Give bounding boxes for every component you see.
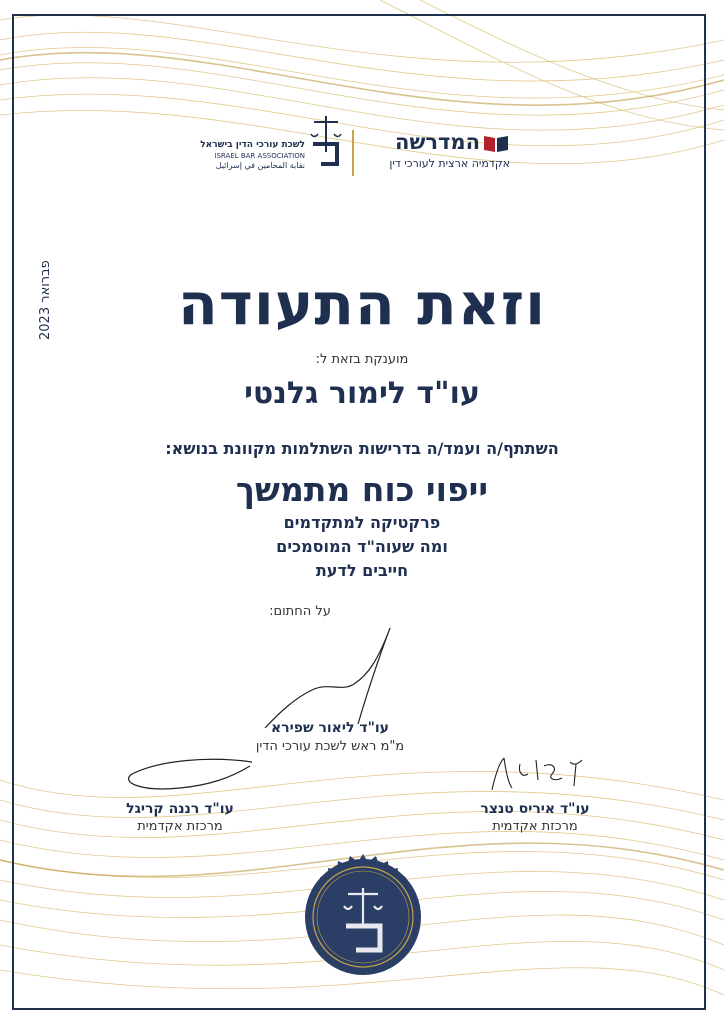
right-signature bbox=[482, 752, 592, 797]
bar-name-arabic: نقابة المحامين في إسرائيل bbox=[215, 161, 305, 170]
scales-of-justice-icon bbox=[309, 112, 343, 170]
madrasha-logo bbox=[360, 130, 510, 175]
participation-statement: השתתף/ה ועמד/ה בדרישות השתלמות מקוונת בנושא: bbox=[165, 439, 559, 458]
course-subtitle-line: חייבים לדעת bbox=[315, 561, 409, 580]
awarded-to-label: מוענקת בזאת ל: bbox=[315, 352, 409, 367]
course-title: ייפוי כוח מתמשך bbox=[235, 470, 489, 509]
madrasha-title: המדרשה bbox=[395, 130, 480, 154]
right-signatory-role: מרכזת אקדמית bbox=[492, 819, 578, 834]
course-subtitle-line: פרקטיקה למתקדמים bbox=[283, 513, 441, 532]
left-signatory-name: עו"ד רננה קריגל bbox=[126, 801, 234, 817]
bar-association-logo bbox=[200, 112, 345, 182]
issue-date: פברואר 2023 bbox=[38, 260, 53, 340]
recipient-name: עו"ד לימור גלנטי bbox=[244, 376, 480, 411]
course-subtitle-line: ומה שעוה"ד המוסמכים bbox=[276, 537, 448, 556]
signed-label: על החתום: bbox=[269, 604, 331, 619]
logo-divider bbox=[352, 130, 354, 176]
madrasha-subtitle: אקדמיה ארצית לעורכי דין bbox=[389, 157, 510, 170]
main-signatory-name: עו"ד ליאור שפירא bbox=[271, 720, 389, 736]
main-signatory-role: מ"מ ראש לשכת עורכי הדין bbox=[255, 739, 405, 754]
book-icon bbox=[482, 132, 510, 154]
bar-association-seal bbox=[298, 852, 428, 982]
left-signature bbox=[120, 752, 260, 802]
right-signatory-name: עו"ד איריס טנצר bbox=[480, 801, 590, 817]
left-signatory-role: מרכזת אקדמית bbox=[137, 819, 223, 834]
certificate-title: וזאת התעודה bbox=[177, 270, 547, 338]
bar-name-hebrew: לשכת עורכי הדין בישראל bbox=[200, 140, 305, 150]
bar-name-english: ISRAEL BAR ASSOCIATION bbox=[214, 152, 305, 160]
